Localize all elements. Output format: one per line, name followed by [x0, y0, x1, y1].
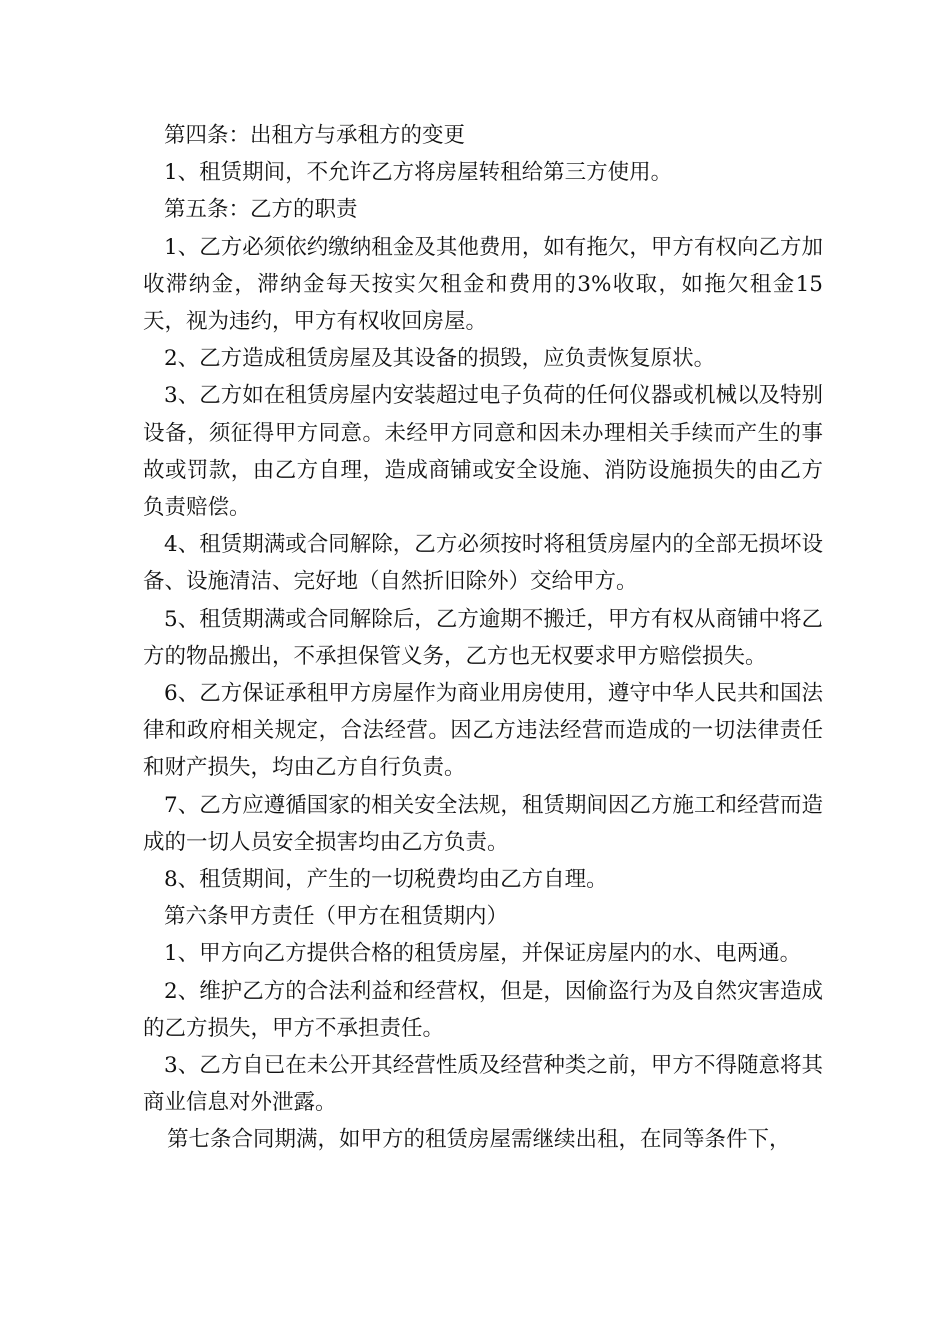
clause-6-2: 2、维护乙方的合法利益和经营权，但是，因偷盗行为及自然灾害造成的乙方损失，甲方不承担责任。 [143, 978, 823, 1041]
clause-5-3: 3、乙方如在租赁房屋内安装超过电子负荷的任何仪器或机械以及特别设备，须征得甲方同意。未经甲方同意和因未办理相关手续而产生的事故或罚款，由乙方自理，造成商铺或安全设施、消防设施损失的由乙方负责赔偿。 [143, 383, 823, 521]
clause-5-7: 7、乙方应遵循国家的相关安全法规，租赁期间因乙方施工和经营而造成的一切人员安全损害均由乙方负责。 [143, 792, 823, 855]
clause-4-1: 1、租赁期间，不允许乙方将房屋转租给第三方使用。 [164, 160, 673, 186]
clause-6-3: 3、乙方自已在未公开其经营性质及经营种类之前，甲方不得随意将其商业信息对外泄露。 [143, 1053, 823, 1116]
section-heading-6: 第六条甲方责任（甲方在租赁期内） [164, 904, 509, 930]
clause-5-2: 2、乙方造成租赁房屋及其设备的损毁，应负责恢复原状。 [164, 346, 716, 372]
clause-5-6: 6、乙方保证承租甲方房屋作为商业用房使用，遵守中华人民共和国法律和政府相关规定，合法经营。因乙方违法经营而造成的一切法律责任和财产损失，均由乙方自行负责。 [143, 681, 823, 781]
section-heading-5: 第五条：乙方的职责 [164, 197, 358, 223]
clause-6-1: 1、甲方向乙方提供合格的租赁房屋，并保证房屋内的水、电两通。 [164, 941, 802, 967]
document-body [143, 117, 823, 1159]
clause-5-4: 4、租赁期满或合同解除，乙方必须按时将租赁房屋内的全部无损坏设备、设施清洁、完好地（自然折旧除外）交给甲方。 [143, 532, 823, 595]
clause-5-1: 1、乙方必须依约缴纳租金及其他费用，如有拖欠，甲方有权向乙方加收滞纳金，滞纳金每天按实欠租金和费用的3%收取，如拖欠租金15天，视为违约，甲方有权收回房屋。 [143, 234, 823, 335]
clause-5-8: 8、租赁期间，产生的一切税费均由乙方自理。 [164, 867, 608, 893]
clause-5-5: 5、租赁期满或合同解除后，乙方逾期不搬迁，甲方有权从商铺中将乙方的物品搬出，不承担保管义务，乙方也无权要求甲方赔偿损失。 [143, 606, 823, 669]
section-heading-4: 第四条：出租方与承租方的变更 [164, 123, 466, 148]
section-heading-7: 第七条合同期满，如甲方的租赁房屋需继续出租，在同等条件下， [167, 1127, 791, 1153]
